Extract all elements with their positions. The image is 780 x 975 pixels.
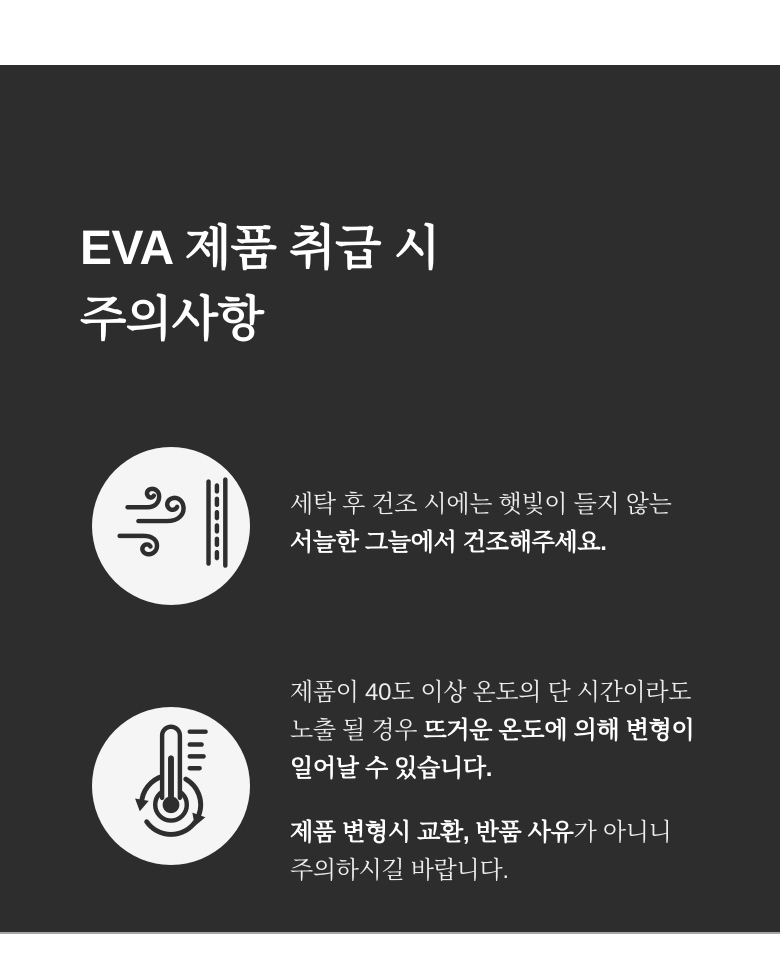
text-line xyxy=(290,674,694,712)
text-line xyxy=(290,524,671,562)
text-segment: 주의하시길 바랍니다. xyxy=(290,857,509,884)
text-segment: 세탁 후 건조 시에는 햇빛이 들지 않는 xyxy=(290,491,672,518)
text-segment: 노출 될 경우 xyxy=(290,717,424,744)
text-line xyxy=(290,814,671,852)
drying-instruction-badge xyxy=(92,447,250,605)
text-segment: 가 아니니 xyxy=(573,819,672,846)
thermometer-heat-icon xyxy=(92,707,250,865)
text-segment: 뜨거운 온도에 의해 변형이 xyxy=(423,717,695,744)
text-line xyxy=(290,750,694,788)
exchange-policy-text xyxy=(290,814,671,890)
drying-instruction-text xyxy=(290,486,671,562)
wind-swirls xyxy=(120,489,184,554)
thermometer-glyph xyxy=(155,727,187,821)
heat-warning-badge xyxy=(92,707,250,865)
temperature-scale-ticks xyxy=(190,732,206,769)
heat-warning-text xyxy=(290,674,694,788)
hanging-fabric-lines xyxy=(209,480,226,566)
page-title-line-2: 주의사항 xyxy=(80,293,264,346)
page-title xyxy=(80,213,440,355)
text-line xyxy=(290,712,694,750)
text-segment: 일어날 수 있습니다. xyxy=(290,755,493,782)
top-white-strip xyxy=(0,0,780,65)
wind-drying-icon xyxy=(92,447,250,605)
bottom-white-strip xyxy=(0,932,780,975)
page-title-line-1: EVA 제품 취급 시 xyxy=(80,222,440,275)
text-line xyxy=(290,486,671,524)
text-segment: 서늘한 그늘에서 건조해주세요. xyxy=(290,529,607,556)
care-instructions-panel xyxy=(0,65,780,932)
text-line xyxy=(290,852,671,890)
text-segment: 제품 변형시 교환, 반품 사유 xyxy=(290,819,574,846)
text-segment: 제품이 40도 이상 온도의 단 시간이라도 xyxy=(290,679,692,706)
